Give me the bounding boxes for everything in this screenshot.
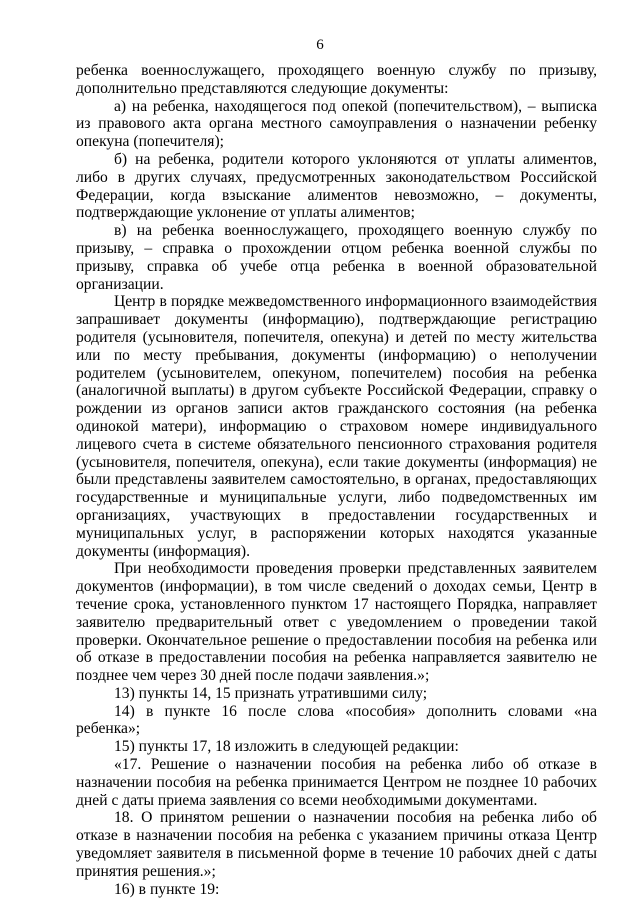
paragraph-interagency-request: Центр в порядке межведомственного информационного взаимодействия запрашивает документы (информацию), подтверждающие регистрацию родителя (усыновителя, попечителя, опекуна) и детей по месту жительства или по месту пребывания, документы (информацию) о неполучении родителем (усыновителем, опекуном, попечителем) пособия на ребенка (аналогичной выплаты) в другом субъекте Российской Федерации, справку о рождении из органов записи актов гражданского состояния (на ребенка одинокой матери), информацию о страховом номере индивидуального лицевого счета в системе обязательного пенсионного страхования родителя (усыновителя, попечителя, опекуна), если такие документы (информация) не были представлены заявителем самостоятельно, в органах, предоставляющих государственные и муниципальные услуги, либо подведомственных им организациях, участвующих в предоставлении государственных и муниципальных услуг, в распоряжении которых находятся указанные документы (информация). [76,293,597,560]
paragraph-clause-18: 18. О принятом решении о назначении пособия на ребенка либо об отказе в назначении пособия на ребенка с указанием причины отказа Центр уведомляет заявителя в письменной форме в течение 10 рабочих дней с даты принятия решения.»; [76,809,597,880]
paragraph-clause-17: «17. Решение о назначении пособия на ребенка либо об отказе в назначении пособия на ребенка принимается Центром не позднее 10 рабочих дней с даты приема заявления со всеми необходимыми документами. [76,756,597,809]
document-body [76,62,597,898]
paragraph-amendment-14: 14) в пункте 16 после слова «пособия» дополнить словами «на ребенка»; [76,702,597,738]
paragraph-item-a: а) на ребенка, находящегося под опекой (попечительством), – выписка из правового акта органа местного самоуправления о назначении ребенку опекуна (попечителя); [76,97,597,151]
paragraph-item-b: б) на ребенка, родители которого уклоняются от уплаты алиментов, либо в других случаях, предусмотренных законодательством Российской Федерации, когда взыскание алиментов невозможно, – документы, подтверждающие уклонение от уплаты алиментов; [76,150,597,222]
paragraph-amendment-16: 16) в пункте 19: [114,880,220,898]
paragraph-amendment-13: 13) пункты 14, 15 признать утратившими силу; [114,684,428,702]
paragraph-continuation: ребенка военнослужащего, проходящего военную службу по призыву, дополнительно представляются следующие документы: [76,62,597,97]
paragraph-amendment-15: 15) пункты 17, 18 изложить в следующей редакции: [114,738,459,756]
paragraph-verification: При необходимости проведения проверки представленных заявителем документов (информации), в том числе сведений о доходах семьи, Центр в течение срока, установленного пунктом 17 настоящего Порядка, направляет заявителю предварительный ответ с уведомлением о проведении такой проверки. Окончательное решение о предоставлении пособия на ребенка или об отказе в предоставлении пособия на ребенка направляется заявителю не позднее чем через 30 дней после подачи заявления.»; [76,560,597,685]
paragraph-item-v: в) на ребенка военнослужащего, проходящего военную службу по призыву, – справка о прохождении отцом ребенка военной службы по призыву, справка об учебе отца ребенка в военной образовательной организации. [76,222,597,293]
page-number: 6 [316,37,324,53]
